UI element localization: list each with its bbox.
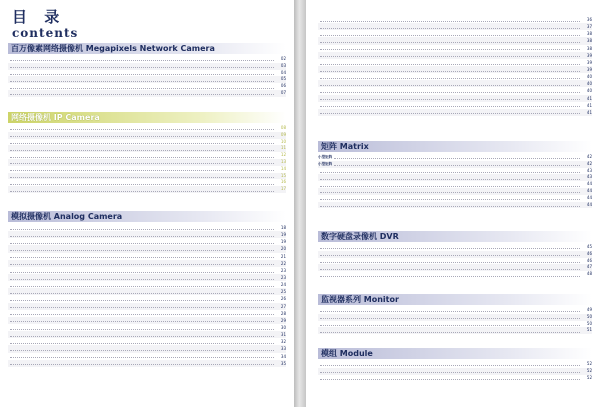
- dot-leader: [10, 78, 274, 82]
- toc-entry: [8, 83, 286, 90]
- toc-entry: [8, 63, 286, 70]
- toc-entry: [318, 181, 592, 188]
- toc-title-en: contents: [12, 26, 79, 40]
- toc-entry: [8, 288, 286, 295]
- dot-leader: [320, 182, 580, 186]
- toc-entry-page: 03: [280, 62, 286, 68]
- toc-entry-title: 小型矩阵: [318, 155, 333, 159]
- dot-leader: [10, 275, 274, 279]
- toc-entry: [318, 30, 592, 37]
- dot-leader: [10, 247, 274, 251]
- dot-leader: [10, 347, 274, 351]
- dot-leader: [320, 362, 580, 366]
- toc-entry: [318, 23, 592, 30]
- toc-entry-page: 23: [280, 267, 286, 273]
- dot-leader: [10, 261, 274, 265]
- toc-entry-page: 07: [280, 89, 286, 95]
- dot-leader: [10, 147, 274, 151]
- section-items: [8, 224, 286, 367]
- dot-leader: [334, 155, 580, 159]
- toc-entry-page: 25: [280, 289, 286, 295]
- toc-entry-title: 小型矩阵: [318, 161, 333, 166]
- dot-leader: [320, 203, 580, 207]
- dot-leader: [10, 283, 274, 287]
- dot-leader: [320, 25, 580, 29]
- dot-leader: [320, 176, 580, 180]
- toc-entry: [318, 314, 592, 321]
- dot-leader: [320, 82, 580, 86]
- toc-entry-page: 19: [280, 232, 286, 238]
- dot-leader: [10, 361, 274, 365]
- toc-entry: [318, 66, 592, 73]
- toc-entry-page: 04: [280, 69, 286, 75]
- toc-entry: [8, 139, 286, 146]
- toc-entry-page: 42: [586, 154, 592, 159]
- toc-entry: [318, 202, 592, 209]
- dot-leader: [320, 266, 580, 270]
- right-page: [306, 0, 600, 407]
- toc-entry: [318, 59, 592, 66]
- toc-entry-page: 49: [586, 307, 592, 312]
- toc-entry: [8, 76, 286, 83]
- section-dvr: [306, 231, 600, 278]
- dot-leader: [320, 110, 580, 114]
- dot-leader: [320, 252, 580, 256]
- toc-entry: [8, 173, 286, 180]
- section-analog: [0, 211, 294, 367]
- section-items: [8, 125, 286, 193]
- toc-entry-page: 13: [280, 158, 286, 164]
- section-items: [318, 361, 592, 381]
- section-monitor: [306, 294, 600, 334]
- toc-entry-page: 38: [586, 31, 592, 37]
- toc-entry: [318, 244, 592, 251]
- toc-entry-page: 12: [280, 152, 286, 158]
- section-heading-label: 监视器系列 Monitor: [321, 295, 399, 304]
- dot-leader: [10, 354, 274, 358]
- toc-entry: [8, 303, 286, 310]
- toc-entry: [8, 152, 286, 159]
- dot-leader: [320, 322, 580, 326]
- dot-leader: [10, 71, 274, 75]
- toc-entry: [318, 368, 592, 375]
- toc-entry: [8, 70, 286, 77]
- toc-entry: [318, 174, 592, 181]
- toc-entry-page: 23: [280, 274, 286, 280]
- dot-leader: [10, 225, 274, 229]
- toc-entry: [8, 231, 286, 238]
- toc-entry-page: 45: [586, 244, 592, 249]
- toc-entry-page: 31: [280, 332, 286, 338]
- dot-leader: [10, 311, 274, 315]
- toc-entry-page: 39: [586, 59, 592, 65]
- toc-entry: [318, 258, 592, 265]
- toc-entry: [8, 345, 286, 352]
- toc-entry-page: 40: [586, 74, 592, 80]
- toc-entry-page: 32: [280, 339, 286, 345]
- toc-entry: [318, 154, 592, 161]
- toc-entry: [8, 90, 286, 97]
- toc-entry-page: 44: [586, 194, 592, 200]
- toc-entry: [8, 179, 286, 186]
- dot-leader: [10, 174, 274, 178]
- toc-entry: [318, 188, 592, 195]
- toc-entry-page: 11: [280, 145, 286, 151]
- toc-entry: [8, 56, 286, 63]
- dot-leader: [320, 32, 580, 36]
- dot-leader: [320, 308, 580, 312]
- dot-leader: [320, 245, 580, 249]
- section-items: [318, 154, 592, 208]
- toc-entry-page: 47: [586, 264, 592, 270]
- dot-leader: [320, 53, 580, 57]
- toc-entry: [8, 317, 286, 324]
- toc-entry: [318, 87, 592, 94]
- toc-title-cn: 目 录: [12, 8, 66, 26]
- toc-entry: [318, 95, 592, 102]
- dot-leader: [10, 340, 274, 344]
- dot-leader: [10, 297, 274, 301]
- toc-entry-page: 43: [586, 174, 592, 180]
- toc-entry-page: 40: [586, 88, 592, 94]
- toc-entry-page: 52: [586, 367, 592, 373]
- section-heading-label: 矩阵 Matrix: [321, 142, 369, 151]
- toc-entry: [318, 264, 592, 271]
- toc-entry-page: 14: [280, 165, 286, 171]
- toc-entry-page: 42: [586, 160, 592, 166]
- toc-entry: [318, 251, 592, 258]
- dot-leader: [10, 233, 274, 237]
- toc-entry: [8, 295, 286, 302]
- toc-entry-page: 44: [586, 181, 592, 187]
- dot-leader: [320, 169, 580, 173]
- toc-entry: [318, 52, 592, 59]
- toc-entry: [8, 331, 286, 338]
- left-page: [0, 0, 294, 407]
- section-items: [8, 56, 286, 97]
- section-heading: [318, 141, 592, 152]
- toc-entry-page: 46: [586, 250, 592, 256]
- toc-entry-page: 26: [280, 296, 286, 302]
- dot-leader: [320, 89, 580, 93]
- toc-entry-page: 09: [280, 131, 286, 137]
- dot-leader: [10, 254, 274, 258]
- dot-leader: [320, 60, 580, 64]
- toc-entry-page: 38: [586, 38, 592, 44]
- toc-entry: [318, 45, 592, 52]
- section-heading: [8, 112, 286, 123]
- section-matrix: [306, 141, 600, 208]
- toc-entry: [8, 132, 286, 139]
- section-heading: [318, 294, 592, 305]
- toc-entry: [318, 161, 592, 168]
- dot-leader: [10, 84, 274, 88]
- toc-entry: [8, 253, 286, 260]
- toc-entry: [318, 195, 592, 202]
- dot-leader: [10, 304, 274, 308]
- section-heading-label: 模拟摄像机 Analog Camera: [11, 212, 123, 221]
- toc-entry-page: 41: [586, 109, 592, 115]
- toc-entry: [318, 168, 592, 175]
- toc-entry: [8, 145, 286, 152]
- toc-entry: [318, 327, 592, 334]
- dot-leader: [320, 369, 580, 373]
- section-items: [318, 16, 592, 116]
- toc-entry-page: 05: [280, 76, 286, 82]
- toc-entry-page: 22: [280, 260, 286, 266]
- toc-entry: [8, 224, 286, 231]
- dot-leader: [10, 140, 274, 144]
- toc-entry-page: 36: [586, 17, 592, 22]
- dot-leader: [10, 153, 274, 157]
- toc-entry: [318, 73, 592, 80]
- dot-leader: [320, 46, 580, 50]
- toc-entry-page: 20: [280, 246, 286, 252]
- toc-entry: [8, 310, 286, 317]
- toc-entry-page: 43: [586, 167, 592, 173]
- toc-entry-page: 44: [586, 187, 592, 193]
- toc-entry-page: 37: [586, 24, 592, 30]
- dot-leader: [10, 240, 274, 244]
- dot-leader: [320, 376, 580, 380]
- toc-entry-page: 06: [280, 83, 286, 89]
- toc-entry-page: 50: [586, 313, 592, 319]
- section-heading-label: 模组 Module: [321, 349, 373, 358]
- dot-leader: [10, 187, 274, 191]
- toc-entry: [8, 159, 286, 166]
- dot-leader: [320, 196, 580, 200]
- toc-entry: [318, 102, 592, 109]
- toc-entry: [318, 37, 592, 44]
- dot-leader: [10, 167, 274, 171]
- toc-entry: [8, 186, 286, 193]
- section-heading: [8, 211, 286, 222]
- toc-entry-page: 39: [586, 66, 592, 72]
- toc-entry-page: 38: [586, 45, 592, 51]
- toc-entry: [8, 260, 286, 267]
- toc-entry-page: 52: [586, 361, 592, 366]
- toc-entry: [8, 360, 286, 367]
- toc-entry-page: 10: [280, 138, 286, 144]
- toc-entry-page: 19: [280, 239, 286, 245]
- toc-entry-page: 39: [586, 52, 592, 58]
- toc-entry-page: 34: [280, 353, 286, 359]
- toc-entry: [8, 166, 286, 173]
- toc-entry: [318, 321, 592, 328]
- toc-entry-page: 18: [280, 225, 286, 230]
- toc-entry-page: 51: [586, 327, 592, 333]
- toc-entry-page: 17: [280, 186, 286, 192]
- toc-entry: [8, 338, 286, 345]
- toc-entry-page: 41: [586, 95, 592, 101]
- dot-leader: [10, 290, 274, 294]
- toc-entry: [8, 324, 286, 331]
- toc-entry-page: 35: [280, 360, 286, 366]
- dot-leader: [10, 133, 274, 137]
- dot-leader: [10, 64, 274, 68]
- dot-leader: [320, 75, 580, 79]
- dot-leader: [10, 181, 274, 185]
- section-module: [306, 348, 600, 381]
- dot-leader: [10, 333, 274, 337]
- dot-leader: [320, 259, 580, 263]
- toc-entry: [8, 353, 286, 360]
- toc-entry-page: 52: [586, 374, 592, 380]
- dot-leader: [10, 325, 274, 329]
- toc-entry: [8, 245, 286, 252]
- dot-leader: [320, 96, 580, 100]
- dot-leader: [10, 57, 274, 61]
- toc-entry: [8, 281, 286, 288]
- toc-entry-page: 30: [280, 324, 286, 330]
- toc-entry-page: 40: [586, 81, 592, 87]
- dot-leader: [320, 39, 580, 43]
- toc-entry-page: 29: [280, 317, 286, 323]
- toc-entry: [318, 361, 592, 368]
- toc-entry: [318, 80, 592, 87]
- toc-entry-page: 44: [586, 201, 592, 207]
- section-items: [318, 244, 592, 278]
- dot-leader: [320, 67, 580, 71]
- toc-entry: [318, 109, 592, 116]
- toc-entry-page: 21: [280, 253, 286, 259]
- toc-entry: [318, 375, 592, 382]
- dot-leader: [10, 318, 274, 322]
- dot-leader: [10, 268, 274, 272]
- toc-entry: [8, 267, 286, 274]
- toc-title: [12, 10, 78, 39]
- toc-entry: [8, 238, 286, 245]
- section-heading-label: 网络摄像机 IP Camera: [11, 113, 100, 122]
- toc-entry: [8, 125, 286, 132]
- toc-entry-page: 41: [586, 102, 592, 108]
- toc-entry-page: 50: [586, 320, 592, 326]
- toc-entry-page: 27: [280, 303, 286, 309]
- section-megapixel: [0, 43, 294, 97]
- section-ip: [0, 112, 294, 193]
- dot-leader: [10, 126, 274, 130]
- toc-entry-page: 24: [280, 282, 286, 288]
- section-items: [318, 307, 592, 334]
- toc-entry-page: 16: [280, 179, 286, 185]
- toc-entry-page: 28: [280, 310, 286, 316]
- section-heading: [318, 348, 592, 359]
- dot-leader: [320, 315, 580, 319]
- toc-entry: [8, 274, 286, 281]
- section-heading: [318, 231, 592, 242]
- toc-entry: [318, 307, 592, 314]
- section-heading: [8, 43, 286, 54]
- dot-leader: [320, 189, 580, 193]
- toc-entry-page: 15: [280, 172, 286, 178]
- dot-leader: [334, 162, 580, 166]
- toc-entry-page: 08: [280, 125, 286, 130]
- toc-entry-page: 48: [586, 271, 592, 277]
- section-heading-label: 百万像素网络摄像机 Megapixels Network Camera: [11, 44, 215, 53]
- dot-leader: [320, 272, 580, 276]
- toc-entry-page: 02: [280, 56, 286, 61]
- toc-entry-page: 33: [280, 346, 286, 352]
- book-gutter: [294, 0, 306, 407]
- dot-leader: [320, 103, 580, 107]
- toc-entry: [318, 271, 592, 278]
- toc-entry-page: 46: [586, 257, 592, 263]
- dot-leader: [320, 17, 580, 21]
- dot-leader: [10, 160, 274, 164]
- section-heading-label: 数字硬盘录像机 DVR: [321, 232, 399, 241]
- dot-leader: [320, 329, 580, 333]
- dot-leader: [10, 91, 274, 95]
- toc-entry: [318, 16, 592, 23]
- section-analog-continued: [306, 14, 600, 116]
